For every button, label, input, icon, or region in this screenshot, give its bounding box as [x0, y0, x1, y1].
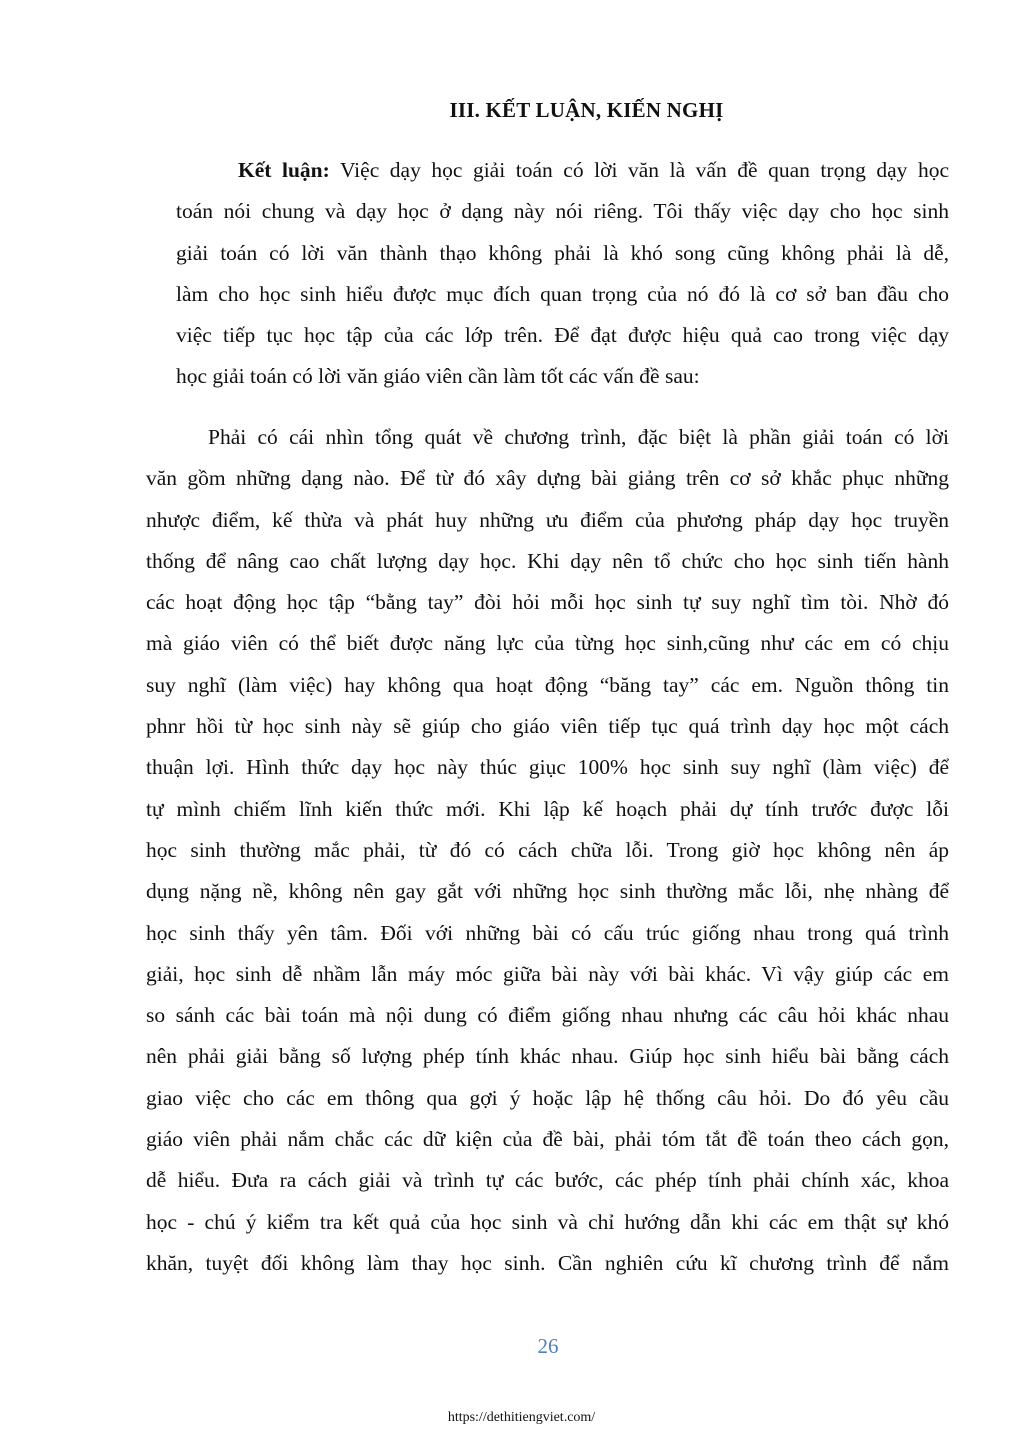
body-line: thuận lợi. Hình thức dạy học này thúc giục 100% học sinh suy nghĩ (làm việc) để: [146, 755, 949, 780]
body-line: mà giáo viên có thể biết được năng lực của từng học sinh,cũng như các em có chịu: [146, 631, 949, 656]
body-line: học - chú ý kiểm tra kết quả của học sinh và chỉ hướng dẫn khi các em thật sự khó: [146, 1209, 949, 1234]
conclusion-first-text: Việc dạy học giải toán có lời văn là vấn đề quan trọng dạy học: [329, 158, 949, 182]
section-heading: III. KẾT LUẬN, KIẾN NGHỊ: [449, 98, 724, 122]
body-line: giáo viên phải nắm chắc các dữ kiện của đề bài, phải tóm tắt đề toán theo cách gọn,: [146, 1127, 949, 1152]
body-line: văn gồm những dạng nào. Để từ đó xây dựng bài giảng trên cơ sở khắc phục những: [146, 466, 949, 491]
body-line: giải, học sinh dễ nhầm lẫn máy móc giữa bài này với bài khác. Vì vậy giúp các em: [146, 961, 949, 986]
conclusion-line: toán nói chung và dạy học ở dạng này nói riêng. Tôi thấy việc dạy cho học sinh: [176, 199, 949, 224]
conclusion-line: giải toán có lời văn thành thạo không phải là khó song cũng không phải là dễ,: [176, 240, 949, 265]
conclusion-paragraph: [176, 150, 949, 398]
body-line: so sánh các bài toán mà nội dung có điểm giống nhau nhưng các câu hỏi khác nhau: [146, 1003, 949, 1028]
body-line: phnr hồi từ học sinh này sẽ giúp cho giáo viên tiếp tục quá trình dạy học một cách: [146, 714, 949, 739]
page-number: 26: [537, 1334, 559, 1358]
body-line: giao việc cho các em thông qua gợi ý hoặc lập hệ thống câu hỏi. Do đó yêu cầu: [146, 1085, 949, 1110]
body-line: suy nghĩ (làm việc) hay không qua hoạt động “băng tay” các em. Nguồn thông tin: [146, 672, 949, 697]
body-line: học sinh thường mắc phải, từ đó có cách chữa lỗi. Trong giờ học không nên áp: [146, 837, 949, 862]
body-line: nhược điểm, kế thừa và phát huy những ưu điểm của phương pháp dạy học truyền: [146, 507, 949, 532]
footer-url-link[interactable]: https://dethitiengviet.com/: [447, 1410, 596, 1425]
body-line: Phải có cái nhìn tổng quát về chương trình, đặc biệt là phần giải toán có lời: [208, 425, 949, 449]
body-line: dụng nặng nề, không nên gay gắt với những học sinh thường mắc lỗi, nhẹ nhàng để: [146, 879, 949, 904]
conclusion-label: Kết luận:: [238, 158, 330, 182]
body-line: các hoạt động học tập “bằng tay” đòi hỏi mỗi học sinh tự suy nghĩ tìm tòi. Nhờ đó: [146, 590, 949, 615]
conclusion-line: học giải toán có lời văn giáo viên cần làm tốt các vấn đề sau:: [176, 364, 700, 389]
conclusion-first-line: [176, 150, 949, 191]
body-line: tự mình chiếm lĩnh kiến thức mới. Khi lập kế hoạch phải dự tính trước được lỗi: [146, 796, 949, 821]
conclusion-line: làm cho học sinh hiểu được mục đích quan trọng của nó đó là cơ sở ban đầu cho: [176, 281, 949, 306]
conclusion-line: việc tiếp tục học tập của các lớp trên. Để đạt được hiệu quả cao trong việc dạy: [176, 323, 949, 348]
body-line: nên phải giải bằng số lượng phép tính khác nhau. Giúp học sinh hiểu bài bằng cách: [146, 1044, 949, 1069]
body-line: thống để nâng cao chất lượng dạy học. Khi dạy nên tổ chức cho học sinh tiến hành: [146, 548, 949, 573]
body-line: dễ hiểu. Đưa ra cách giải và trình tự các bước, các phép tính phải chính xác, khoa: [146, 1168, 949, 1193]
body-line: khăn, tuyệt đối không làm thay học sinh. Cần nghiên cứu kĩ chương trình để nắm: [146, 1250, 949, 1275]
body-paragraph: [146, 417, 949, 1284]
body-line: học sinh thấy yên tâm. Đối với những bài có cấu trúc giống nhau trong quá trình: [146, 920, 949, 945]
